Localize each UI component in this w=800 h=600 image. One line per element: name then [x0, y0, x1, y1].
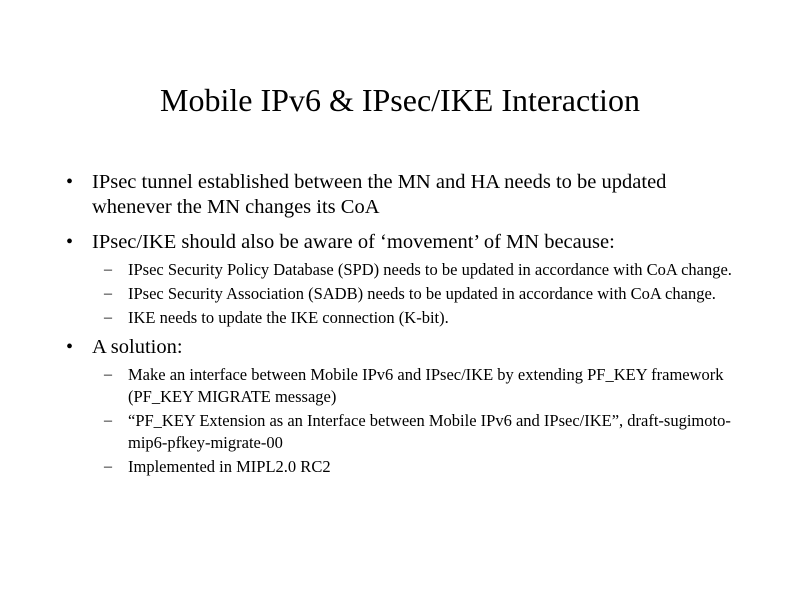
sub-bullet-text: IPsec Security Association (SADB) needs to be updated in accordance with CoA change. [128, 284, 716, 303]
slide-body [0, 170, 800, 480]
sub-bullet-text: Make an interface between Mobile IPv6 and IPsec/IKE by extending PF_KEY framework (PF_KEY MIGRATE message) [128, 365, 724, 406]
sub-bullet-text: IPsec Security Policy Database (SPD) needs to be updated in accordance with CoA change. [128, 260, 732, 279]
bullet-dot-icon: • [66, 171, 74, 193]
dash-icon: – [104, 412, 112, 429]
sub-bullet-text: IKE needs to update the IKE connection (K-bit). [128, 308, 449, 327]
sub-bullet-text: “PF_KEY Extension as an Interface between Mobile IPv6 and IPsec/IKE”, draft-sugimoto-mip6-pfkey-migrate-00 [128, 411, 731, 452]
sub-bullet-text: Implemented in MIPL2.0 RC2 [128, 457, 331, 476]
sub-bullet-item [0, 364, 743, 408]
bullet-dot-icon: • [66, 336, 74, 358]
dash-icon: – [104, 285, 112, 302]
dash-icon: – [104, 458, 112, 475]
sub-bullet-item [0, 410, 743, 454]
dash-icon: – [104, 261, 112, 278]
bullet-dot-icon: • [66, 231, 74, 253]
bullet-text: IPsec/IKE should also be aware of ‘movement’ of MN because: [92, 231, 615, 253]
dash-icon: – [104, 309, 112, 326]
sub-bullet-list [0, 259, 800, 329]
bullet-text: A solution: [92, 336, 183, 358]
bullet-item [0, 170, 712, 220]
dash-icon: – [104, 366, 112, 383]
bullet-item [0, 335, 712, 360]
bullet-item [0, 230, 712, 255]
sub-bullet-item [0, 456, 743, 478]
sub-bullet-item [0, 259, 743, 281]
sub-bullet-list [0, 364, 800, 478]
slide-title: Mobile IPv6 & IPsec/IKE Interaction [160, 82, 640, 118]
sub-bullet-item [0, 307, 743, 329]
sub-bullet-item [0, 283, 743, 305]
bullet-text: IPsec tunnel established between the MN and HA needs to be updated whenever the MN changes its CoA [92, 171, 667, 218]
